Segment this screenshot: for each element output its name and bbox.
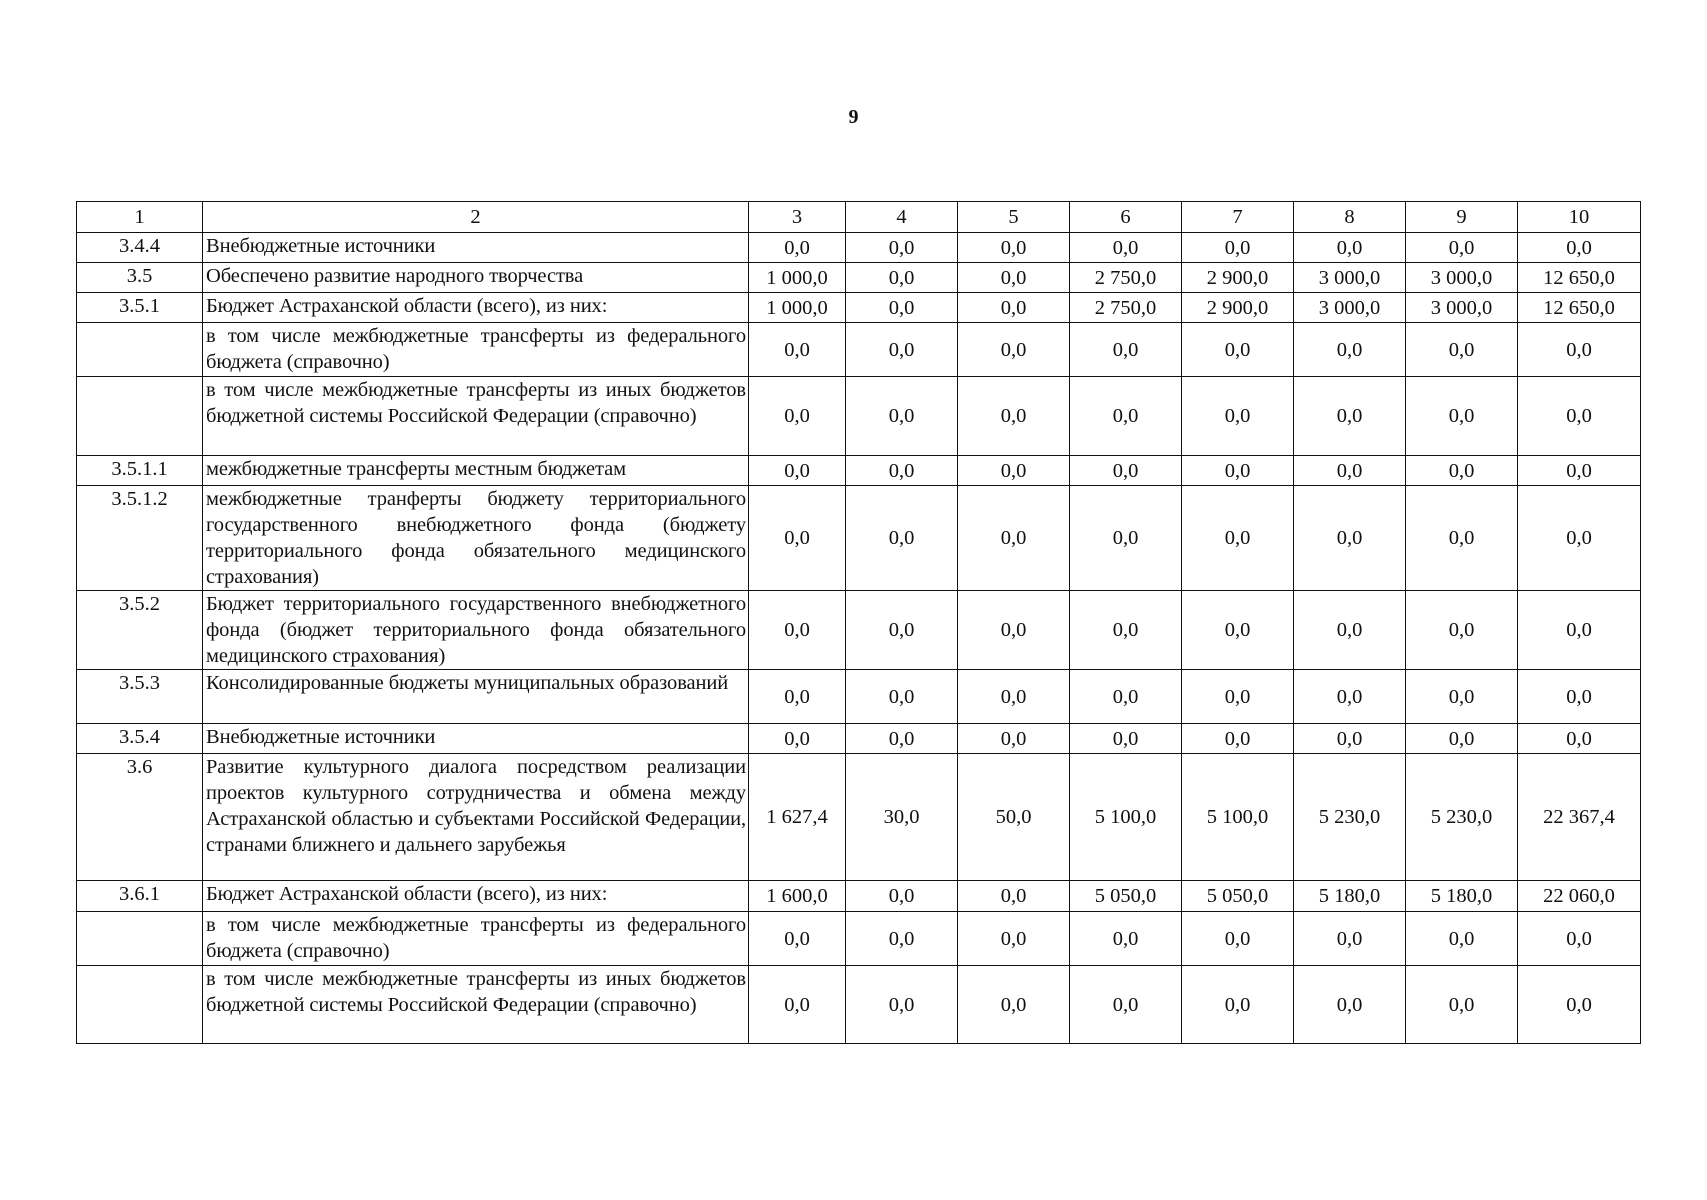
value-cell: 0,0 xyxy=(1294,591,1406,670)
value-cell: 3 000,0 xyxy=(1406,263,1518,293)
value-cell: 0,0 xyxy=(1406,670,1518,724)
value-cell: 0,0 xyxy=(1294,456,1406,486)
header-cell: 5 xyxy=(958,202,1070,233)
row-code: 3.5.2 xyxy=(77,591,203,670)
value-cell: 0,0 xyxy=(1406,591,1518,670)
value-cell: 0,0 xyxy=(958,323,1070,377)
value-cell: 0,0 xyxy=(749,486,846,591)
value-cell: 12 650,0 xyxy=(1518,263,1641,293)
header-cell: 3 xyxy=(749,202,846,233)
row-code: 3.6.1 xyxy=(77,881,203,912)
value-cell: 0,0 xyxy=(1070,377,1182,456)
value-cell: 0,0 xyxy=(1070,486,1182,591)
row-name: Внебюджетные источники xyxy=(203,233,749,263)
value-cell: 0,0 xyxy=(846,724,958,754)
value-cell: 0,0 xyxy=(1518,912,1641,966)
value-cell: 0,0 xyxy=(846,591,958,670)
value-cell: 3 000,0 xyxy=(1294,293,1406,323)
value-cell: 0,0 xyxy=(1518,966,1641,1044)
header-cell: 7 xyxy=(1182,202,1294,233)
header-cell: 10 xyxy=(1518,202,1641,233)
row-code: 3.5.1.1 xyxy=(77,456,203,486)
value-cell: 0,0 xyxy=(1406,486,1518,591)
row-code xyxy=(77,323,203,377)
value-cell: 5 180,0 xyxy=(1406,881,1518,912)
value-cell: 0,0 xyxy=(846,881,958,912)
value-cell: 0,0 xyxy=(1070,724,1182,754)
value-cell: 0,0 xyxy=(1518,456,1641,486)
value-cell: 0,0 xyxy=(749,966,846,1044)
value-cell: 0,0 xyxy=(749,591,846,670)
row-code: 3.5.3 xyxy=(77,670,203,724)
value-cell: 0,0 xyxy=(1182,724,1294,754)
value-cell: 1 627,4 xyxy=(749,754,846,881)
value-cell: 0,0 xyxy=(846,377,958,456)
value-cell: 1 000,0 xyxy=(749,293,846,323)
table-row xyxy=(77,966,1641,1044)
value-cell: 0,0 xyxy=(1518,233,1641,263)
value-cell: 1 600,0 xyxy=(749,881,846,912)
value-cell: 0,0 xyxy=(1294,724,1406,754)
value-cell: 0,0 xyxy=(958,233,1070,263)
value-cell: 0,0 xyxy=(1182,233,1294,263)
value-cell: 0,0 xyxy=(1070,323,1182,377)
row-code xyxy=(77,377,203,456)
value-cell: 0,0 xyxy=(958,966,1070,1044)
header-cell: 9 xyxy=(1406,202,1518,233)
value-cell: 5 050,0 xyxy=(1182,881,1294,912)
value-cell: 5 230,0 xyxy=(1294,754,1406,881)
value-cell: 0,0 xyxy=(749,233,846,263)
table-row xyxy=(77,293,1641,323)
row-name: межбюджетные транферты бюджету территориального государственного внебюджетного фонда (бюджету территориального фонда обязательного медицинского страхования) xyxy=(203,486,749,591)
value-cell: 0,0 xyxy=(1070,966,1182,1044)
value-cell: 0,0 xyxy=(749,377,846,456)
value-cell: 0,0 xyxy=(1406,323,1518,377)
row-code: 3.5.1 xyxy=(77,293,203,323)
row-code: 3.4.4 xyxy=(77,233,203,263)
value-cell: 3 000,0 xyxy=(1294,263,1406,293)
value-cell: 0,0 xyxy=(1406,966,1518,1044)
table-row xyxy=(77,323,1641,377)
table-body xyxy=(77,202,1641,1044)
value-cell: 22 367,4 xyxy=(1518,754,1641,881)
table-row xyxy=(77,724,1641,754)
value-cell: 22 060,0 xyxy=(1518,881,1641,912)
value-cell: 0,0 xyxy=(1182,670,1294,724)
row-name: Обеспечено развитие народного творчества xyxy=(203,263,749,293)
row-name: в том числе межбюджетные трансферты из федерального бюджета (справочно) xyxy=(203,912,749,966)
table-row xyxy=(77,881,1641,912)
value-cell: 0,0 xyxy=(749,912,846,966)
value-cell: 0,0 xyxy=(1070,912,1182,966)
row-code: 3.5.1.2 xyxy=(77,486,203,591)
value-cell: 0,0 xyxy=(1182,486,1294,591)
header-cell: 4 xyxy=(846,202,958,233)
table-row xyxy=(77,377,1641,456)
row-name: в том числе межбюджетные трансферты из федерального бюджета (справочно) xyxy=(203,323,749,377)
table-row xyxy=(77,912,1641,966)
row-name: в том числе межбюджетные трансферты из иных бюджетов бюджетной системы Российской Федерации (справочно) xyxy=(203,377,749,456)
value-cell: 0,0 xyxy=(1406,377,1518,456)
value-cell: 0,0 xyxy=(1182,591,1294,670)
value-cell: 5 180,0 xyxy=(1294,881,1406,912)
row-code xyxy=(77,912,203,966)
page-number: 9 xyxy=(848,106,859,128)
row-name: межбюджетные трансферты местным бюджетам xyxy=(203,456,749,486)
value-cell: 0,0 xyxy=(846,293,958,323)
table-row xyxy=(77,233,1641,263)
row-code: 3.6 xyxy=(77,754,203,881)
value-cell: 0,0 xyxy=(1294,670,1406,724)
value-cell: 0,0 xyxy=(958,591,1070,670)
value-cell: 0,0 xyxy=(846,670,958,724)
value-cell: 0,0 xyxy=(1070,670,1182,724)
row-name: Развитие культурного диалога посредством реализации проектов культурного сотрудничества и обмена между Астраханской областью и субъектами Российской Федерации, странами ближнего и дальнего зарубежья xyxy=(203,754,749,881)
value-cell: 5 100,0 xyxy=(1182,754,1294,881)
value-cell: 30,0 xyxy=(846,754,958,881)
value-cell: 5 100,0 xyxy=(1070,754,1182,881)
row-name: Бюджет Астраханской области (всего), из них: xyxy=(203,293,749,323)
value-cell: 0,0 xyxy=(1182,323,1294,377)
value-cell: 0,0 xyxy=(1070,456,1182,486)
value-cell: 0,0 xyxy=(1518,670,1641,724)
value-cell: 3 000,0 xyxy=(1406,293,1518,323)
value-cell: 0,0 xyxy=(1518,323,1641,377)
row-code: 3.5 xyxy=(77,263,203,293)
budget-table xyxy=(76,201,1641,1044)
row-name: Внебюджетные источники xyxy=(203,724,749,754)
value-cell: 0,0 xyxy=(1070,591,1182,670)
value-cell: 0,0 xyxy=(1406,724,1518,754)
value-cell: 0,0 xyxy=(846,233,958,263)
table-row xyxy=(77,670,1641,724)
value-cell: 0,0 xyxy=(1518,377,1641,456)
value-cell: 0,0 xyxy=(1294,966,1406,1044)
row-name: Бюджет территориального государственного внебюджетного фонда (бюджет территориального фонда обязательного медицинского страхования) xyxy=(203,591,749,670)
row-name: Бюджет Астраханской области (всего), из них: xyxy=(203,881,749,912)
value-cell: 2 900,0 xyxy=(1182,263,1294,293)
header-cell: 2 xyxy=(203,202,749,233)
value-cell: 0,0 xyxy=(1294,233,1406,263)
row-name: Консолидированные бюджеты муниципальных образований xyxy=(203,670,749,724)
value-cell: 0,0 xyxy=(1070,233,1182,263)
value-cell: 5 050,0 xyxy=(1070,881,1182,912)
value-cell: 0,0 xyxy=(846,263,958,293)
table-row xyxy=(77,456,1641,486)
value-cell: 0,0 xyxy=(1294,486,1406,591)
value-cell: 0,0 xyxy=(1182,966,1294,1044)
value-cell: 0,0 xyxy=(846,486,958,591)
value-cell: 0,0 xyxy=(749,456,846,486)
value-cell: 0,0 xyxy=(749,323,846,377)
value-cell: 0,0 xyxy=(1182,377,1294,456)
value-cell: 0,0 xyxy=(846,456,958,486)
value-cell: 0,0 xyxy=(958,912,1070,966)
table-row xyxy=(77,591,1641,670)
header-cell: 8 xyxy=(1294,202,1406,233)
value-cell: 0,0 xyxy=(958,486,1070,591)
row-name: в том числе межбюджетные трансферты из иных бюджетов бюджетной системы Российской Федерации (справочно) xyxy=(203,966,749,1044)
value-cell: 12 650,0 xyxy=(1518,293,1641,323)
table-row xyxy=(77,263,1641,293)
value-cell: 0,0 xyxy=(958,724,1070,754)
value-cell: 2 750,0 xyxy=(1070,263,1182,293)
row-code xyxy=(77,966,203,1044)
value-cell: 0,0 xyxy=(1518,591,1641,670)
value-cell: 0,0 xyxy=(1294,323,1406,377)
table-row xyxy=(77,486,1641,591)
value-cell: 1 000,0 xyxy=(749,263,846,293)
value-cell: 0,0 xyxy=(958,456,1070,486)
value-cell: 0,0 xyxy=(1294,912,1406,966)
value-cell: 0,0 xyxy=(1406,233,1518,263)
value-cell: 2 750,0 xyxy=(1070,293,1182,323)
value-cell: 0,0 xyxy=(958,263,1070,293)
value-cell: 2 900,0 xyxy=(1182,293,1294,323)
value-cell: 0,0 xyxy=(958,881,1070,912)
value-cell: 0,0 xyxy=(958,377,1070,456)
value-cell: 0,0 xyxy=(846,323,958,377)
value-cell: 0,0 xyxy=(1518,724,1641,754)
value-cell: 0,0 xyxy=(1406,456,1518,486)
value-cell: 0,0 xyxy=(958,293,1070,323)
value-cell: 0,0 xyxy=(1406,912,1518,966)
value-cell: 0,0 xyxy=(749,724,846,754)
table-row xyxy=(77,754,1641,881)
value-cell: 0,0 xyxy=(1518,486,1641,591)
header-cell: 6 xyxy=(1070,202,1182,233)
value-cell: 50,0 xyxy=(958,754,1070,881)
value-cell: 0,0 xyxy=(958,670,1070,724)
table-header-row xyxy=(77,202,1641,233)
value-cell: 0,0 xyxy=(1182,456,1294,486)
value-cell: 0,0 xyxy=(1182,912,1294,966)
value-cell: 5 230,0 xyxy=(1406,754,1518,881)
header-cell: 1 xyxy=(77,202,203,233)
row-code: 3.5.4 xyxy=(77,724,203,754)
value-cell: 0,0 xyxy=(1294,377,1406,456)
value-cell: 0,0 xyxy=(846,912,958,966)
value-cell: 0,0 xyxy=(846,966,958,1044)
value-cell: 0,0 xyxy=(749,670,846,724)
